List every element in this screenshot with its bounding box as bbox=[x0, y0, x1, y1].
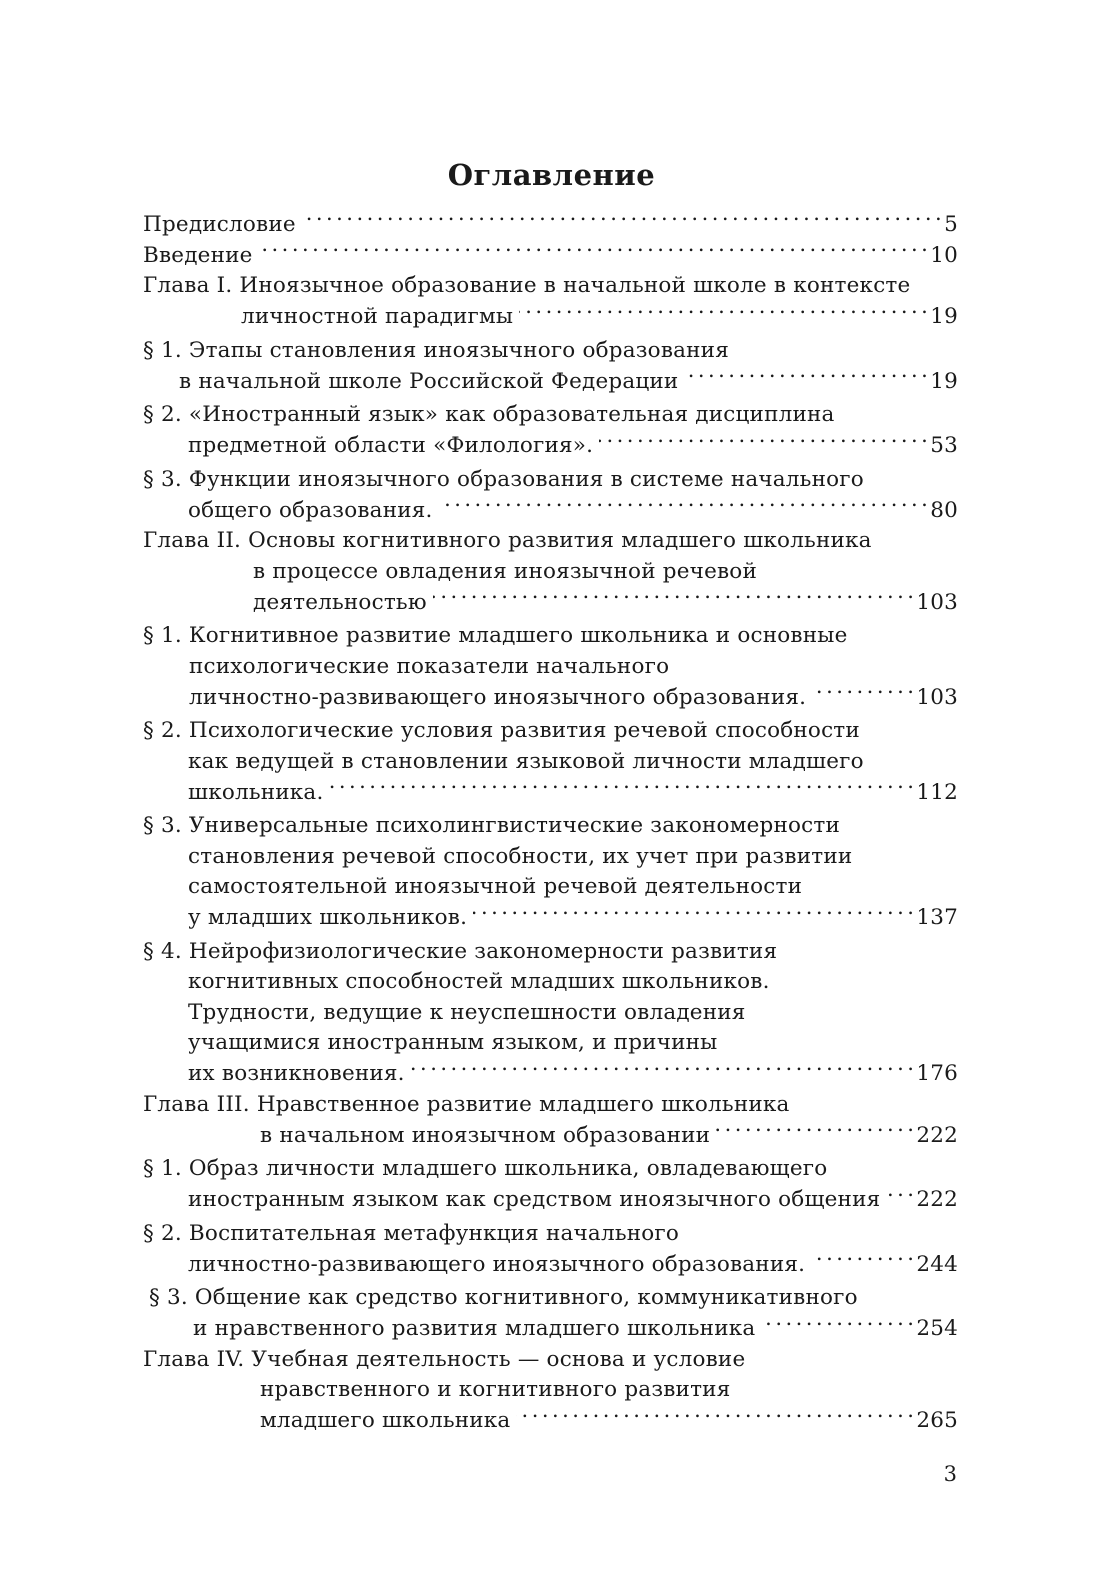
toc-entry-ch1-section-2[interactable] bbox=[143, 400, 958, 462]
toc-entry-text: § 3. Общение как средство когнитивного, коммуникативного bbox=[149, 1285, 858, 1310]
toc-entry-ch1-section-1[interactable] bbox=[143, 336, 958, 398]
toc-entry-text: Глава IV. Учебная деятельность — основа и условие bbox=[143, 1346, 746, 1372]
toc-entry-text: § 1. Когнитивное развитие младшего школьника и основные bbox=[143, 623, 848, 648]
toc-leader-dots bbox=[811, 1249, 912, 1271]
toc-page-number: 80 bbox=[930, 497, 958, 523]
toc-page-number: 5 bbox=[944, 211, 958, 237]
toc-entry-ch3-section-1[interactable] bbox=[143, 1154, 958, 1216]
toc-entry-text: в процессе овладения иноязычной речевой bbox=[253, 558, 757, 584]
toc-page-number: 112 bbox=[916, 779, 958, 805]
toc-entry-text: § 1. Этапы становления иноязычного образования bbox=[143, 337, 729, 363]
toc-leader-dots bbox=[439, 495, 927, 517]
toc-entry-text: Трудности, ведущие к неуспешности овладения bbox=[188, 999, 746, 1025]
toc-leader-dots bbox=[761, 1314, 912, 1336]
toc-leader-dots bbox=[473, 903, 912, 925]
toc-page-number: 176 bbox=[916, 1061, 958, 1086]
toc-entry-text: нравственного и когнитивного развития bbox=[260, 1377, 731, 1402]
toc-entry-text: младшего школьника bbox=[260, 1408, 511, 1433]
toc-entry-ch3-section-2[interactable] bbox=[143, 1219, 958, 1281]
toc-entry-text: § 2. «Иностранный язык» как образовательная дисциплина bbox=[143, 402, 835, 427]
toc-entry-ch2-section-4[interactable] bbox=[143, 937, 958, 1090]
toc-page-number: 244 bbox=[916, 1251, 958, 1277]
toc-entry-preface[interactable] bbox=[143, 209, 958, 240]
toc-entry-text: в начальном иноязычном образовании bbox=[260, 1122, 711, 1148]
toc-entry-text: § 1. Образ личности младшего школьника, овладевающего bbox=[143, 1156, 828, 1181]
toc-page-number: 137 bbox=[916, 905, 958, 930]
toc-leader-dots bbox=[886, 1185, 912, 1207]
toc-entry-chapter-2[interactable] bbox=[143, 526, 958, 618]
toc-page-number: 222 bbox=[916, 1122, 958, 1148]
toc-entry-text: Предисловие bbox=[143, 211, 296, 237]
toc-leader-dots bbox=[519, 302, 926, 324]
toc-page-number: 103 bbox=[916, 589, 958, 615]
toc-leader-dots bbox=[716, 1120, 912, 1142]
toc-page-number: 265 bbox=[916, 1408, 958, 1433]
page-number: 3 bbox=[943, 1462, 957, 1486]
toc-entry-ch2-section-2[interactable] bbox=[143, 716, 958, 808]
toc-leader-dots bbox=[516, 1406, 912, 1428]
toc-entry-text: § 2. Воспитательная метафункция начального bbox=[143, 1220, 680, 1246]
toc-entry-text: психологические показатели начального bbox=[189, 653, 670, 679]
toc-entry-text: и нравственного развития младшего школьника bbox=[193, 1316, 756, 1341]
toc-entry-chapter-1[interactable] bbox=[143, 271, 958, 333]
toc-entry-text: как ведущей в становлении языковой личности младшего bbox=[188, 748, 864, 774]
toc-entry-text: предметной области «Филология». bbox=[188, 433, 594, 458]
toc-entry-text: школьника. bbox=[188, 779, 324, 805]
toc-entry-text: Глава III. Нравственное развитие младшего школьника bbox=[143, 1091, 790, 1117]
toc-entry-text: Глава I. Иноязычное образование в начальной школе в контексте bbox=[143, 273, 911, 298]
toc-entry-chapter-3[interactable] bbox=[143, 1090, 958, 1152]
toc-entry-text: § 3. Универсальные психолингвистические закономерности bbox=[143, 813, 841, 838]
toc-leader-dots bbox=[411, 1059, 913, 1081]
toc-leader-dots bbox=[812, 682, 912, 704]
toc-entry-text: Глава II. Основы когнитивного развития младшего школьника bbox=[143, 528, 872, 553]
toc-entry-introduction[interactable] bbox=[143, 240, 958, 271]
toc-leader-dots bbox=[259, 240, 927, 262]
toc-page-number: 222 bbox=[916, 1187, 958, 1212]
toc-page-number: 19 bbox=[930, 304, 958, 329]
toc-entry-text: когнитивных способностей младших школьников. bbox=[188, 969, 770, 994]
toc-entry-text: личностно-развивающего иноязычного образования. bbox=[188, 1251, 806, 1277]
toc-entry-ch2-section-1[interactable] bbox=[143, 621, 958, 713]
toc-leader-dots bbox=[302, 209, 940, 231]
toc-entry-text: их возникновения. bbox=[188, 1061, 405, 1086]
toc-entry-text: § 4. Нейрофизиологические закономерности развития bbox=[143, 938, 778, 964]
toc-entry-ch3-section-3[interactable] bbox=[143, 1283, 958, 1345]
table-of-contents bbox=[143, 209, 958, 1437]
toc-entry-text: самостоятельной иноязычной речевой деятельности bbox=[188, 874, 803, 899]
toc-page-number: 19 bbox=[930, 368, 958, 394]
toc-entry-text: § 2. Психологические условия развития речевой способности bbox=[143, 718, 860, 743]
toc-entry-text: общего образования. bbox=[188, 497, 433, 523]
page-title: Оглавление bbox=[447, 158, 656, 192]
toc-entry-text: иностранным языком как средством иноязычного общения bbox=[188, 1187, 881, 1212]
toc-entry-chapter-4[interactable] bbox=[143, 1345, 958, 1437]
toc-entry-ch2-section-3[interactable] bbox=[143, 811, 958, 934]
toc-entry-text: § 3. Функции иноязычного образования в системе начального bbox=[143, 466, 864, 492]
toc-page-number: 254 bbox=[916, 1316, 958, 1341]
toc-entry-text: учащимися иностранным языком, и причины bbox=[188, 1030, 718, 1055]
toc-leader-dots bbox=[329, 777, 912, 799]
toc-leader-dots bbox=[433, 587, 913, 609]
toc-entry-text: становления речевой способности, их учет при развитии bbox=[188, 843, 853, 869]
toc-entry-text: деятельностью bbox=[253, 589, 427, 615]
toc-page-number: 103 bbox=[916, 684, 958, 710]
toc-entry-text: в начальной школе Российской Федерации bbox=[179, 368, 679, 394]
toc-entry-text: у младших школьников. bbox=[188, 905, 468, 930]
toc-leader-dots bbox=[599, 431, 926, 453]
toc-page-number: 53 bbox=[930, 433, 958, 458]
toc-entry-ch1-section-3[interactable] bbox=[143, 465, 958, 527]
toc-entry-text: личностной парадигмы bbox=[241, 304, 514, 329]
toc-entry-text: личностно-развивающего иноязычного образования. bbox=[189, 684, 807, 710]
toc-entry-text: Введение bbox=[143, 242, 253, 268]
toc-leader-dots bbox=[684, 366, 926, 388]
toc-page-number: 10 bbox=[930, 242, 958, 268]
